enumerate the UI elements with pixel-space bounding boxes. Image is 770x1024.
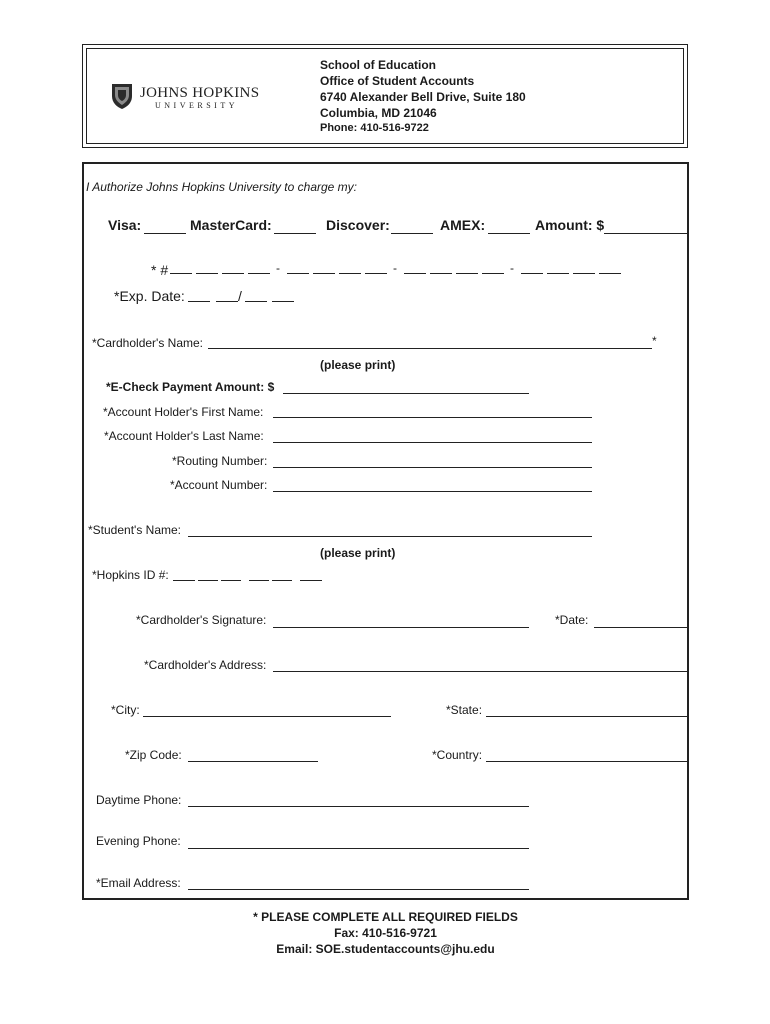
cardholder-name-star: * (652, 334, 657, 348)
signature-field[interactable] (273, 627, 529, 628)
account-number-label: *Account Number: (170, 478, 268, 492)
card-number-digit-blank[interactable] (599, 273, 621, 274)
amount-field[interactable] (604, 233, 688, 234)
card-number-digit-blank[interactable] (248, 273, 270, 274)
discover-field[interactable] (391, 233, 433, 234)
amex-field[interactable] (488, 233, 530, 234)
last-name-field[interactable] (273, 442, 592, 443)
logo-text-main: JOHNS HOPKINS (140, 85, 260, 101)
echeck-amount-label: *E-Check Payment Amount: $ (106, 380, 275, 394)
hopkins-id-blank-6[interactable] (300, 580, 322, 581)
city-address: Columbia, MD 21046 (320, 106, 437, 120)
card-number-dash: - (276, 261, 280, 275)
exp-month-blank-2[interactable] (216, 301, 238, 302)
card-number-digit-blank[interactable] (365, 273, 387, 274)
hopkins-id-blank-2[interactable] (198, 580, 218, 581)
hopkins-id-blank-3[interactable] (221, 580, 241, 581)
jhu-logo (110, 82, 260, 112)
card-number-digit-blank[interactable] (404, 273, 426, 274)
routing-number-label: *Routing Number: (172, 454, 268, 468)
card-number-digit-blank[interactable] (482, 273, 504, 274)
card-number-digit-blank[interactable] (573, 273, 595, 274)
exp-year-blank-1[interactable] (245, 301, 267, 302)
student-name-label: *Student's Name: (88, 523, 182, 537)
zip-code-field[interactable] (188, 761, 318, 762)
logo-text-sub: UNIVERSITY (155, 101, 238, 110)
exp-month-blank-1[interactable] (188, 301, 210, 302)
first-name-label: *Account Holder's First Name: (103, 405, 264, 419)
hopkins-id-label: *Hopkins ID #: (92, 568, 169, 582)
please-print-note-2: (please print) (320, 546, 396, 560)
card-number-digit-blank[interactable] (170, 273, 192, 274)
card-number-digit-blank[interactable] (430, 273, 452, 274)
visa-field[interactable] (144, 233, 186, 234)
email-address-field[interactable] (188, 889, 529, 890)
cardholder-name-field[interactable] (208, 348, 652, 349)
country-label: *Country: (432, 748, 483, 762)
exp-date-label: *Exp. Date: (114, 288, 185, 304)
please-print-note-1: (please print) (320, 358, 396, 372)
country-field[interactable] (486, 761, 688, 762)
cardholder-name-label: *Cardholder's Name: (92, 336, 204, 350)
footer-required-note: * PLEASE COMPLETE ALL REQUIRED FIELDS (253, 910, 518, 924)
routing-number-field[interactable] (273, 467, 592, 468)
amex-label: AMEX: (440, 217, 486, 233)
authorize-text: I Authorize Johns Hopkins University to charge my: (86, 180, 358, 194)
card-number-digit-blank[interactable] (196, 273, 218, 274)
email-address-label: *Email Address: (96, 876, 181, 890)
city-field[interactable] (143, 716, 391, 717)
card-number-dash: - (393, 261, 397, 275)
account-number-field[interactable] (273, 491, 592, 492)
footer-email: Email: SOE.studentaccounts@jhu.edu (276, 942, 495, 956)
echeck-amount-field[interactable] (283, 393, 529, 394)
city-label: *City: (111, 703, 140, 717)
state-label: *State: (446, 703, 483, 717)
card-number-dash: - (510, 261, 514, 275)
amount-label: Amount: $ (535, 217, 605, 233)
date-field[interactable] (594, 627, 688, 628)
exp-slash: / (238, 288, 242, 304)
card-number-digit-blank[interactable] (313, 273, 335, 274)
hopkins-id-blank-5[interactable] (272, 580, 292, 581)
evening-phone-field[interactable] (188, 848, 529, 849)
state-field[interactable] (486, 716, 688, 717)
card-number-digit-blank[interactable] (521, 273, 543, 274)
student-name-field[interactable] (188, 536, 592, 537)
mastercard-label: MasterCard: (190, 217, 272, 233)
card-number-digit-blank[interactable] (287, 273, 309, 274)
first-name-field[interactable] (273, 417, 592, 418)
footer-fax: Fax: 410-516-9721 (334, 926, 437, 940)
card-number-digit-blank[interactable] (456, 273, 478, 274)
school-name: School of Education (320, 58, 436, 72)
daytime-phone-field[interactable] (188, 806, 529, 807)
mastercard-field[interactable] (274, 233, 316, 234)
daytime-phone-label: Daytime Phone: (96, 793, 182, 807)
card-number-digit-blank[interactable] (547, 273, 569, 274)
hopkins-id-blank-1[interactable] (173, 580, 195, 581)
signature-label: *Cardholder's Signature: (136, 613, 267, 627)
street-address: 6740 Alexander Bell Drive, Suite 180 (320, 90, 526, 104)
zip-code-label: *Zip Code: (125, 748, 182, 762)
card-number-digit-blank[interactable] (222, 273, 244, 274)
visa-label: Visa: (108, 217, 142, 233)
address-field[interactable] (273, 671, 688, 672)
exp-year-blank-2[interactable] (272, 301, 294, 302)
hopkins-id-blank-4[interactable] (249, 580, 269, 581)
office-phone: Phone: 410-516-9722 (320, 122, 429, 134)
discover-label: Discover: (326, 217, 390, 233)
office-name: Office of Student Accounts (320, 74, 475, 88)
card-number-label: * # (151, 262, 169, 278)
jhu-shield-icon (110, 82, 134, 110)
last-name-label: *Account Holder's Last Name: (104, 429, 264, 443)
address-label: *Cardholder's Address: (144, 658, 267, 672)
evening-phone-label: Evening Phone: (96, 834, 181, 848)
card-number-digit-blank[interactable] (339, 273, 361, 274)
date-label: *Date: (555, 613, 589, 627)
